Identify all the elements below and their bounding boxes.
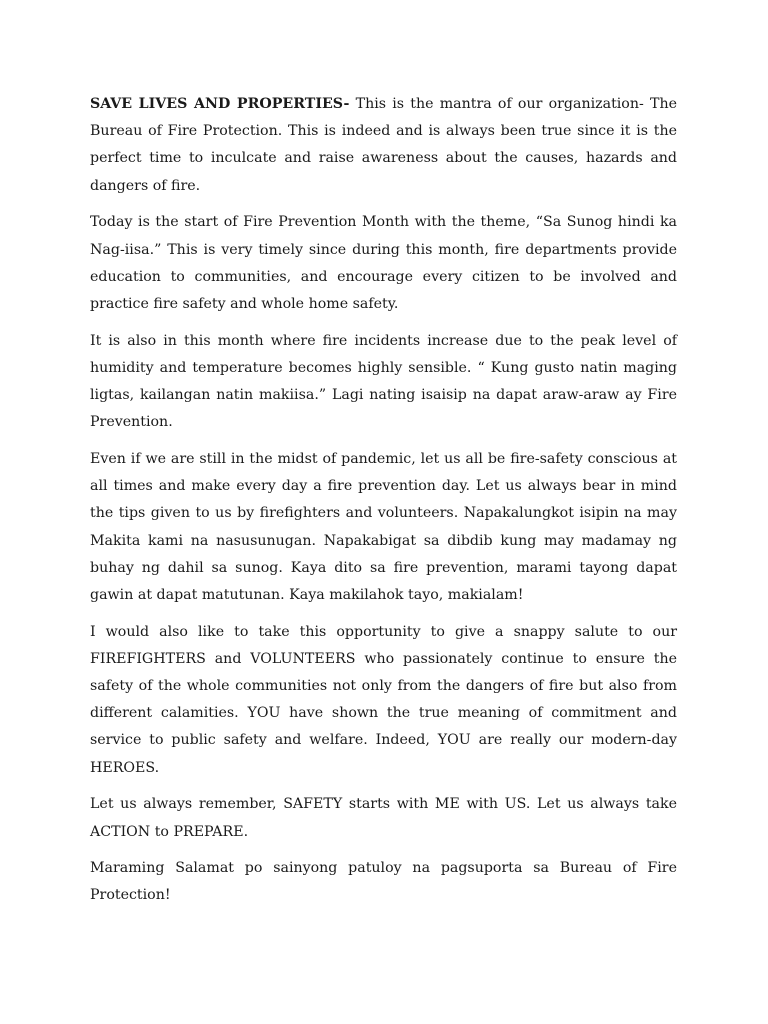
paragraph-fire-prevention-month: Today is the start of Fire Prevention Month with the theme, “Sa Sunog hindi ka Nag-iisa.” This is very timely since during this month, fire departments provide education to communities, and encourage every citizen to be involved and practice fire safety and whole home safety. [90, 214, 677, 312]
paragraph-lead-heading: SAVE LIVES AND PROPERTIES- [90, 96, 350, 112]
paragraph-salute: I would also like to take this opportunity to give a snappy salute to our FIREFIGHTERS and VOLUNTEERS who passionately continue to ensure the safety of the whole communities not only from the dangers of fire but also from different calamities. YOU have shown the true meaning of commitment and service to public safety and welfare. Indeed, YOU are really our modern-day HEROES. [90, 623, 677, 776]
paragraph-safety-reminder: Let us always remember, SAFETY starts with ME with US. Let us always take ACTION to PREPARE. [90, 796, 677, 840]
paragraph-thanks: Maraming Salamat po sainyong patuloy na pagsuporta sa Bureau of Fire Protection! [90, 860, 677, 904]
paragraph-text: This is the mantra of our organization- The Bureau of Fire Protection. This is indeed and is always been true since it is the perfect time to inculcate and raise awareness about the causes, hazards and dangers of fire. [90, 96, 677, 194]
paragraph-pandemic: Even if we are still in the midst of pandemic, let us all be fire-safety conscious at all times and make every day a fire prevention day. Let us always bear in mind the tips given to us by firefighters and volunteers. Napakalungkot isipin na may Makita kami na nasusunugan. Napakabigat sa dibdib kung may madamay ng buhay ng dahil sa sunog. Kaya dito sa fire prevention, marami tayong dapat gawin at dapat matutunan. Kaya makilahok tayo, makialam! [90, 450, 677, 603]
document-body [90, 91, 677, 919]
paragraph-mantra [90, 91, 677, 200]
paragraph-fire-incidents: It is also in this month where fire incidents increase due to the peak level of humidity and temperature becomes highly sensible. “ Kung gusto natin maging ligtas, kailangan natin makiisa.” Lagi nating isaisip na dapat araw-araw ay Fire Prevention. [90, 332, 677, 431]
